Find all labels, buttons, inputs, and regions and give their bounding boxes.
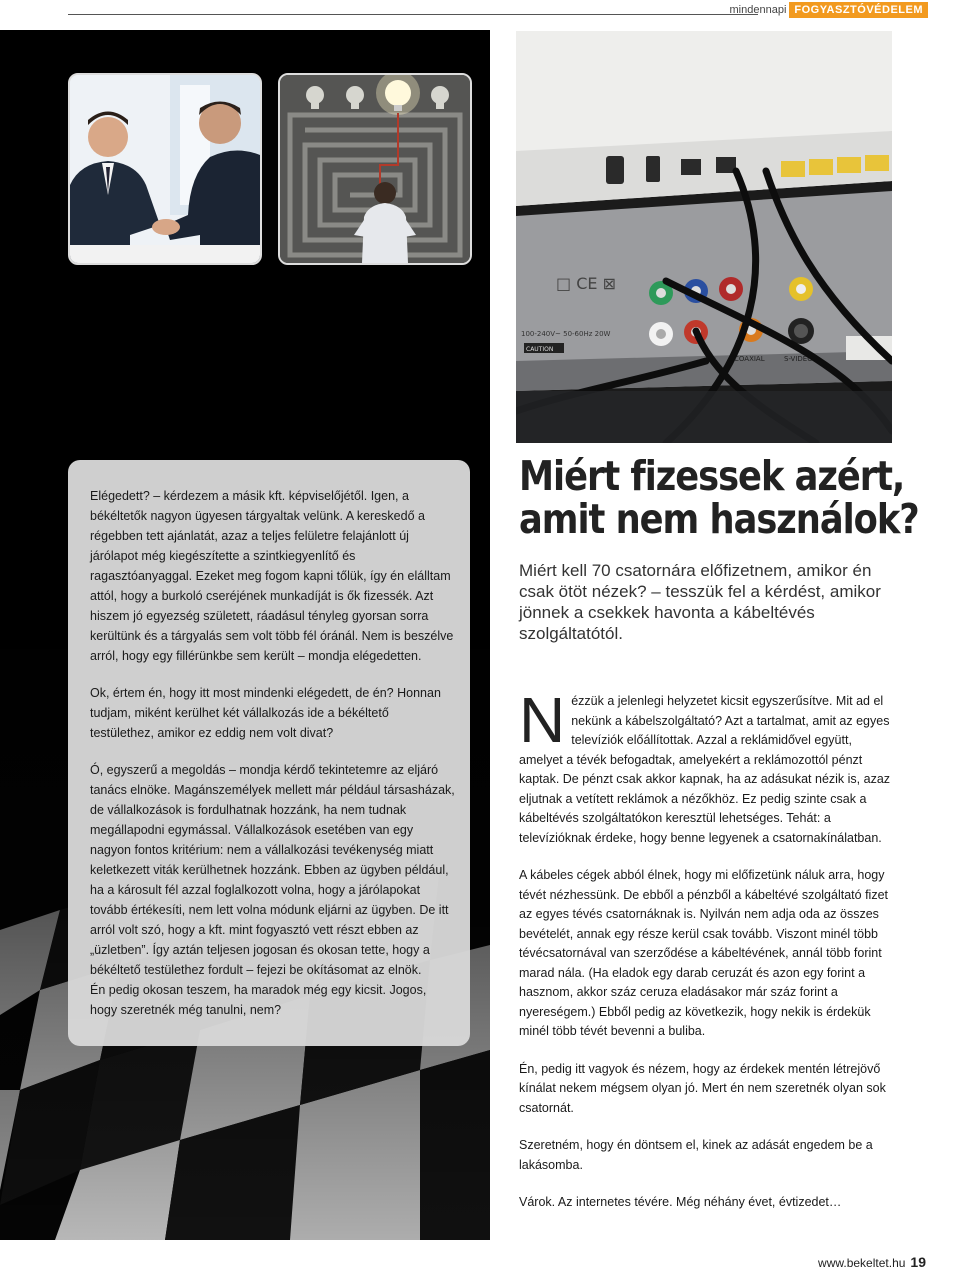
story-paragraph: Ok, értem én, hogy itt most mindenki elégedett, de én? Honnan tudjam, miként kerülhet két vállalkozás ide a békéltető testülethez, amikor ez eddig nem volt divat?: [90, 686, 441, 740]
section-tag: [730, 4, 928, 16]
page-footer: [818, 1254, 926, 1270]
power-label: 100-240V~ 50-60Hz 20W: [521, 330, 611, 338]
section-brand: FOGYASZTÓVÉDELEM: [789, 2, 928, 18]
page-header: [0, 0, 960, 24]
story-text-box: [68, 460, 470, 1046]
article-paragraph: Várok. Az internetes tévére. Még néhány évet, évtizedet…: [519, 1195, 842, 1209]
article-paragraph: Szeretném, hogy én döntsem el, kinek az adását engedem be a lakásomba.: [519, 1138, 873, 1172]
article-paragraph: [519, 684, 892, 848]
article-paragraph: Én, pedig itt vagyok és nézem, hogy az érdekek mentén létrejövő kínálat nekem mégsem olyan jó. Mert én nem szeretnék olyan sok csatornát.: [519, 1061, 886, 1115]
story-text: [90, 486, 456, 1020]
drop-cap: N: [519, 684, 566, 756]
article-lead: Miért kell 70 csatornára előfizetnem, amikor én csak ötöt nézek? – tesszük fel a kérdést, amikor jönnek a csekkek havonta a kábeltévés szolgáltatótól.: [519, 561, 881, 643]
story-paragraph: Ó, egyszerű a megoldás – mondja kérdő tekintetemre az eljáró tanács elnöke. Magánszemélyek mellett már például társasházak, de vállalkozások is fordulhatnak hozzánk, ha nem tudnak megállapodni egymással. Vállalkozások esetében van egy nagyon fontos kritérium: nem a vállalkozási tevékenység miatt keletkezett viták kerülhetnek hozzánk. Ebben az ügyben például, ha a károsult fél azzal foglalkozott volna, hogy a járólapokat tovább értékesíti, nem lett volna módunk eljárni az ügyben. De itt arról volt szó, hogy a kft. mint fogyasztó vett részt ebben az „üzletben”. Így aztán teljesen jogosan és okosan tette, hogy a békéltető testülethez fordult – fejezi be okításomat az elnök.: [90, 763, 455, 977]
coaxial-label: COAXIAL: [734, 355, 765, 363]
svideo-label: S-VIDEO: [784, 355, 813, 363]
section-prefix: mindennapi: [729, 4, 787, 16]
maze-lightbulbs-photo: [278, 73, 472, 265]
story-paragraph: Elégedett? – kérdezem a másik kft. képviselőjétől. Igen, a békéltetők nagyon ügyesen tárgyaltak velünk. A kereskedő a régebben tett ajánlatát, azaz a teljes felületre felajánlott új járólapot még kiegészítette a szintkiegyenlítő és ragasztóanyaggal. Ezeket meg fogom kapni tőlük, így én elálltam attól, hogy a burkoló cseréjének munkadíját is ők fizessék. Azt hiszem jó egyezség született, ráadásul tényleg gyorsan sorra kerültünk és a tárgyalás sem volt több fél óránál. Nem is beszélve arról, hogy egy fillérünkbe sem került – mondja elégedetten.: [90, 489, 454, 663]
cable-box-photo: [516, 31, 892, 443]
article-paragraph: A kábeles cégek abból élnek, hogy mi előfizetünk náluk arra, hogy tévét nézhessünk. De ebből a pénzből a kábeltévé szolgáltató fizet az egyes tévés csatornáknak is. Nyilván nem adja oda az összes bevételét, annak egy része kerül csak tovább. Viszont minél több tévécsatornával van szerződése a kábeltévének, annál több forint marad nála. (Ha eladok egy darab ceruzát és azon egy forint a hasznom, akkor száz ceruza eladásakor már száz forint a nyereségem.) Ebből pedig az következik, hogy nekik is érdekük minél több tévét bevenni a buliba.: [519, 868, 888, 1038]
footer-url: www.bekeltet.hu: [818, 1256, 906, 1270]
story-paragraph: Én pedig okosan teszem, ha maradok még egy kicsit. Jogos, hogy szeretnék még tanulni, nem?: [90, 983, 427, 1017]
header-rule: [68, 14, 758, 15]
caution-label: CAUTION: [526, 346, 554, 353]
headline-line-1: Miért fizessek azért,: [519, 452, 905, 500]
article-paragraph-text: ézzük a jelenlegi helyzetet kicsit egyszerűsítve. Mit ad el nekünk a kábelszolgáltató? Azt a tartalmat, amit az egyes televíziók előállítottak. Azzal a reklámidővel együtt, amelyet a tévék befogadtak, amelyekért a reklámozottól pénzt kaptak. De pénzt csak akkor kapnak, ha az adásukat nézik is, azaz eljutnak a vetített reklámok a nézőkhöz. Ez pedig szinte csak a kábeltévés szolgáltatókon keresztül lehetséges. Tehát: a televízióknak érdeke, hogy benne legyenek a csatornakínálatban.: [519, 694, 891, 845]
page-number: 19: [910, 1254, 926, 1270]
article-headline: [519, 452, 919, 543]
svg-text:□ CE ⊠: □ CE ⊠: [556, 274, 616, 293]
article-body: [519, 684, 892, 1231]
handshake-photo: [68, 73, 262, 265]
headline-line-2: amit nem használok?: [519, 495, 919, 543]
